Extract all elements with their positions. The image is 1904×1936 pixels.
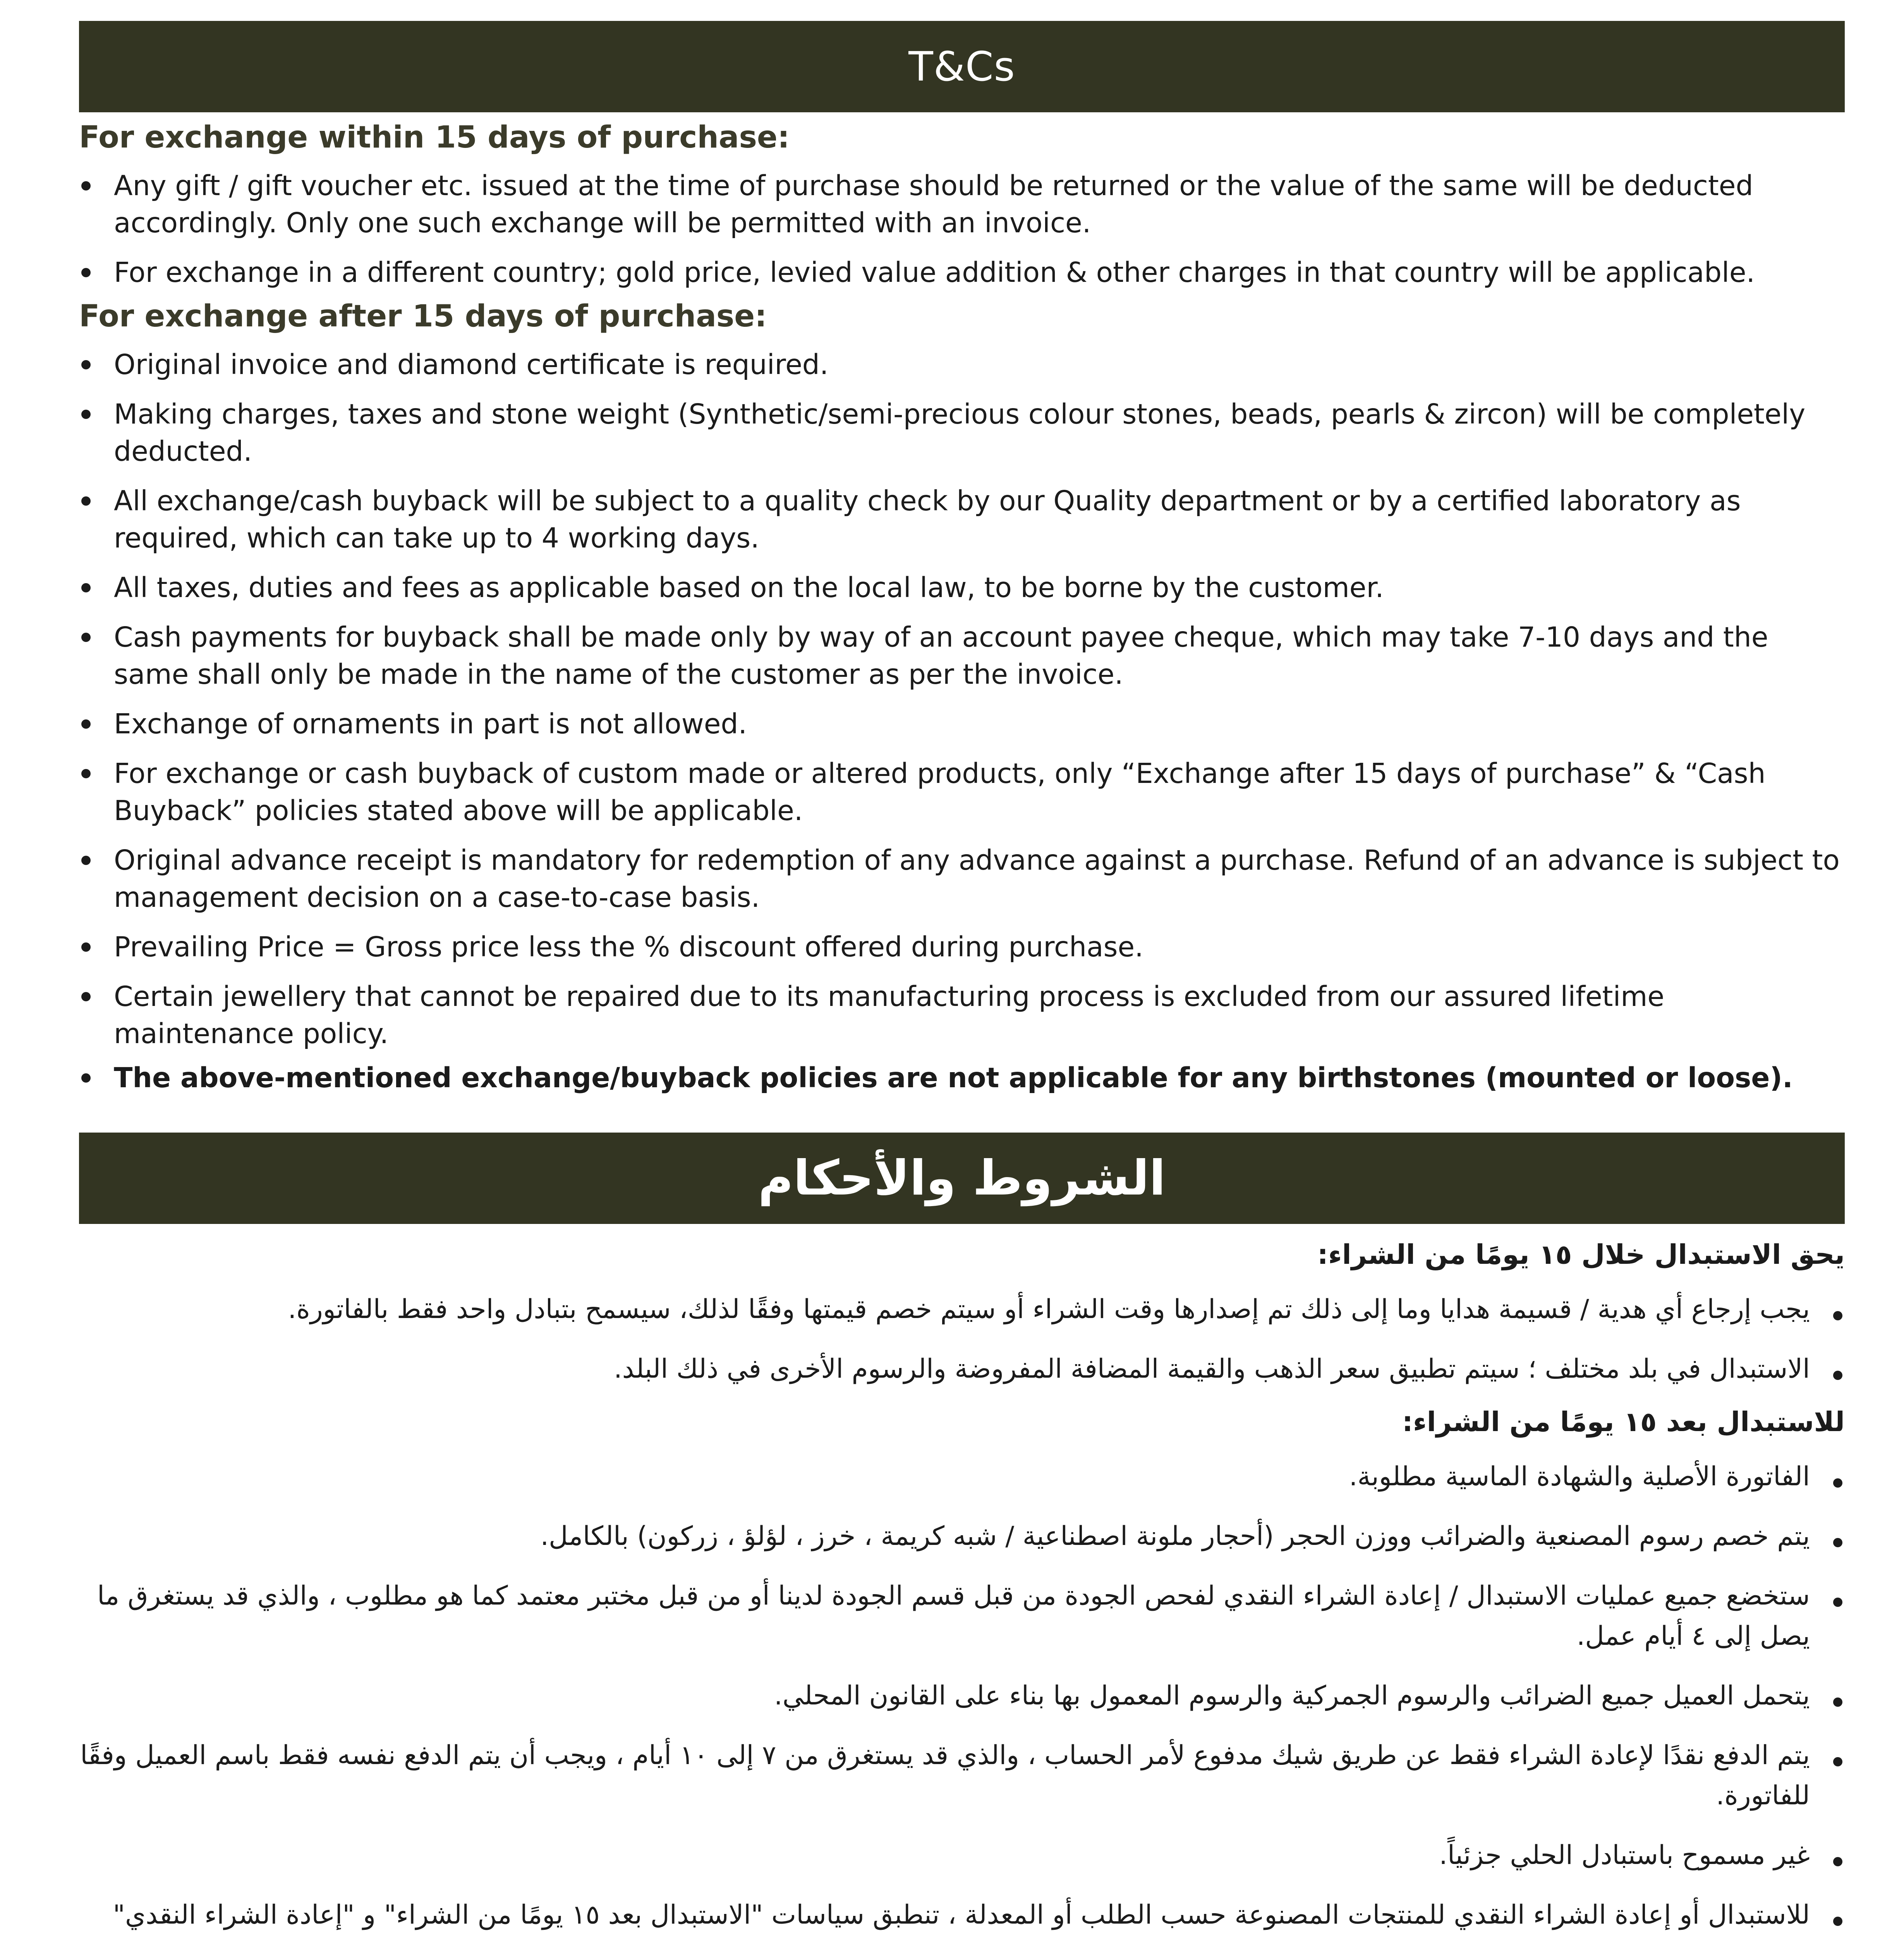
- bullet-icon: [1833, 1538, 1842, 1547]
- bullet-icon: [81, 410, 91, 419]
- arabic-banner-title: الشروط والأحكام: [758, 1150, 1166, 1206]
- exchange-after-15-days-list: [79, 346, 1845, 1097]
- arabic-tcs-banner: [79, 1133, 1845, 1224]
- list-item: الفاتورة الأصلية والشهادة الماسية مطلوبة.: [79, 1457, 1845, 1497]
- list-item: Cash payments for buyback shall be made only by way of an account payee cheque, which may take 7-10 days and the same shall only be made in the name of the customer as per the invoice.: [79, 619, 1845, 693]
- bullet-icon: [1833, 1857, 1842, 1866]
- list-item: The above-mentioned exchange/buyback policies are not applicable for any birthstones (mounted or loose).: [79, 1059, 1845, 1097]
- list-item: Certain jewellery that cannot be repaired due to its manufacturing process is excluded from our assured lifetime maintenance policy.: [79, 978, 1845, 1052]
- arabic-terms: [79, 1231, 1845, 1936]
- arabic-exchange-after-15-days-heading: للاستبدال بعد ١٥ يومًا من الشراء:: [1402, 1406, 1845, 1438]
- bullet-icon: [81, 992, 91, 1001]
- bullet-icon: [81, 181, 91, 191]
- bullet-icon: [81, 769, 91, 778]
- exchange-after-15-days-heading: For exchange after 15 days of purchase:: [79, 299, 767, 334]
- list-item: يتم الدفع نقدًا لإعادة الشراء فقط عن طريق شيك مدفوع لأمر الحساب ، والذي قد يستغرق من ٧ إلى ١٠ أيام ، ويجب أن يتم الدفع نفسه فقط باسم العميل وفقًا للفاتورة.: [79, 1735, 1845, 1816]
- bullet-icon: [1833, 1917, 1842, 1926]
- list-item: ستخضع جميع عمليات الاستبدال / إعادة الشراء النقدي لفحص الجودة من قبل قسم الجودة لدينا أو من قبل مختبر معتمد كما هو مطلوب ، والذي قد يستغرق ما يصل إلى ٤ أيام عمل.: [79, 1576, 1845, 1656]
- english-terms: [79, 116, 1845, 1097]
- bullet-icon: [1833, 1371, 1842, 1380]
- arabic-exchange-within-15-days-heading: يحق الاستبدال خلال ١٥ يومًا من الشراء:: [1317, 1239, 1845, 1270]
- list-item: يجب إرجاع أي هدية / قسيمة هدايا وما إلى ذلك تم إصدارها وقت الشراء أو سيتم خصم قيمتها وفقًا لذلك، سيسمح بتبادل واحد فقط بالفاتورة.: [79, 1289, 1845, 1330]
- bullet-icon: [81, 633, 91, 642]
- list-item: Original invoice and diamond certificate is required.: [79, 346, 1845, 383]
- tcs-banner: [79, 21, 1845, 112]
- bullet-icon: [1833, 1697, 1842, 1707]
- bullet-icon: [81, 719, 91, 729]
- exchange-within-15-days-list: [79, 167, 1845, 291]
- bullet-icon: [1833, 1311, 1842, 1320]
- bullet-icon: [81, 268, 91, 277]
- bullet-icon: [81, 856, 91, 865]
- list-item: Exchange of ornaments in part is not allowed.: [79, 705, 1845, 743]
- exchange-within-15-days-heading: For exchange within 15 days of purchase:: [79, 120, 790, 155]
- list-item: للاستبدال أو إعادة الشراء النقدي للمنتجات المصنوعة حسب الطلب أو المعدلة ، تنطبق سياسات "الاستبدال بعد ١٥ يومًا من الشراء" و "إعادة الشراء النقدي": [79, 1895, 1845, 1936]
- bullet-icon: [1833, 1478, 1842, 1488]
- tcs-banner-title: T&Cs: [908, 43, 1015, 90]
- list-item: يتم خصم رسوم المصنعية والضرائب ووزن الحجر (أحجار ملونة اصطناعية / شبه كريمة ، خرز ، لؤلؤ ، زركون) بالكامل.: [79, 1516, 1845, 1557]
- list-item: For exchange or cash buyback of custom made or altered products, only “Exchange after 15 days of purchase” & “Cash Buyback” policies stated above will be applicable.: [79, 755, 1845, 829]
- list-item: Any gift / gift voucher etc. issued at the time of purchase should be returned or the value of the same will be deducted accordingly. Only one such exchange will be permitted with an invoice.: [79, 167, 1845, 242]
- list-item: All taxes, duties and fees as applicable based on the local law, to be borne by the customer.: [79, 569, 1845, 606]
- arabic-exchange-within-15-days-list: [79, 1289, 1845, 1389]
- bullet-icon: [81, 1073, 91, 1083]
- bullet-icon: [1833, 1598, 1842, 1607]
- list-item: For exchange in a different country; gold price, levied value addition & other charges in that country will be applicable.: [79, 254, 1845, 291]
- list-item: يتحمل العميل جميع الضرائب والرسوم الجمركية والرسوم المعمول بها بناء على القانون المحلي.: [79, 1676, 1845, 1716]
- list-item: Original advance receipt is mandatory for redemption of any advance against a purchase. Refund of an advance is subject to management decision on a case-to-case basis.: [79, 842, 1845, 916]
- bullet-icon: [1833, 1757, 1842, 1766]
- bullet-icon: [81, 360, 91, 369]
- list-item: Making charges, taxes and stone weight (Synthetic/semi-precious colour stones, beads, pearls & zircon) will be completely deducted.: [79, 396, 1845, 470]
- list-item: All exchange/cash buyback will be subject to a quality check by our Quality department or by a certified laboratory as required, which can take up to 4 working days.: [79, 482, 1845, 557]
- bullet-icon: [81, 583, 91, 592]
- list-item: Prevailing Price = Gross price less the % discount offered during purchase.: [79, 929, 1845, 966]
- list-item: الاستبدال في بلد مختلف ؛ سيتم تطبيق سعر الذهب والقيمة المضافة المفروضة والرسوم الأخرى في ذلك البلد.: [79, 1349, 1845, 1389]
- arabic-exchange-after-15-days-list: [79, 1457, 1845, 1936]
- bullet-icon: [81, 496, 91, 506]
- bullet-icon: [81, 942, 91, 952]
- list-item: غير مسموح باستبادل الحلي جزئياً.: [79, 1835, 1845, 1876]
